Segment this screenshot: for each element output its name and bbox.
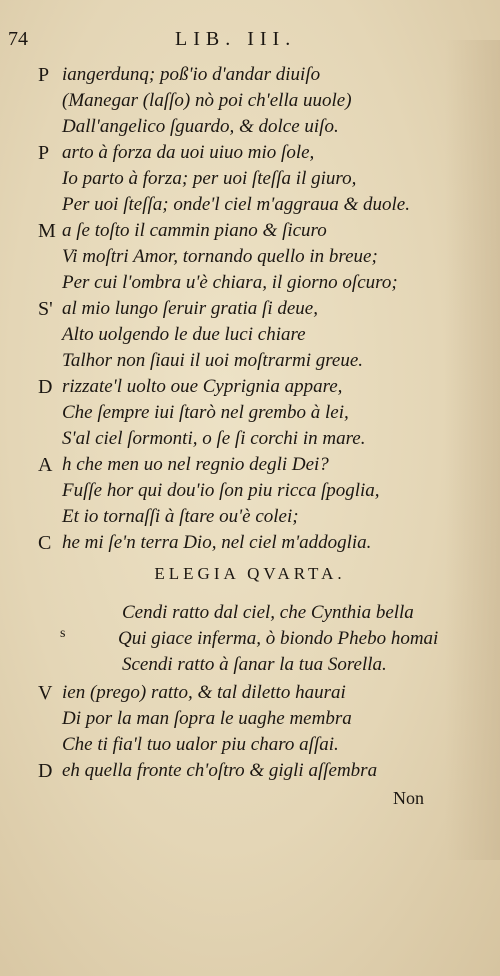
verse-initial: P	[38, 142, 50, 164]
verse-text: iangerdunq; poß'io d'andar diuiſo	[62, 64, 321, 85]
verse-initial: A	[38, 454, 53, 476]
running-head: LIB. III.	[175, 28, 297, 50]
bleed-through-shade	[445, 40, 500, 860]
verse-text: ien (prego) ratto, & tal diletto haurai	[62, 682, 346, 703]
verse-text: eh quella fronte ch'oſtro & gigli aſſembra	[62, 760, 378, 781]
verse-initial: D	[38, 760, 53, 782]
verse-text: arto à forza da uoi uiuo mio ſole,	[62, 142, 315, 163]
verse-initial: C	[38, 532, 52, 554]
verse-text: Per uoi ſteſſa; onde'l ciel m'aggraua & duole.	[62, 194, 410, 215]
verse-text: Cendi ratto dal ciel, che Cynthia bella	[122, 602, 414, 623]
verse-text: Per cui l'ombra u'è chiara, il giorno oſcuro;	[62, 272, 398, 293]
verse-text: Vi moſtri Amor, tornando quello in breue;	[62, 246, 378, 267]
verse-initial: V	[38, 682, 53, 704]
verse-text: Di por la man ſopra le uaghe membra	[62, 708, 352, 729]
verse-text: Scendi ratto à ſanar la tua Sorella.	[122, 654, 387, 675]
verse-text: h che men uo nel regnio degli Dei?	[62, 454, 329, 475]
verse-initial: S'	[38, 298, 53, 320]
verse-initial: M	[38, 220, 56, 242]
verse-text: Io parto à forza; per uoi ſteſſa il giuro,	[62, 168, 357, 189]
verse-text: Talhor non ſiaui il uoi moſtrarmi greue.	[62, 350, 364, 371]
verse-text: rizzate'l uolto oue Cyprignia appare,	[62, 376, 343, 397]
verse-initial: P	[38, 64, 50, 86]
page-header	[0, 28, 500, 58]
section-mark: s	[60, 626, 66, 641]
verse-text: Che ſempre iui ſtarò nel grembo à lei,	[62, 402, 349, 423]
section-title: ELEGIA QVARTA.	[154, 564, 346, 583]
verse-text: a ſe toſto il cammin piano & ſicuro	[62, 220, 327, 241]
verse-text: Che ti fia'l tuo ualor piu charo aſſai.	[62, 734, 339, 755]
verse-text: he mi ſe'n terra Dio, nel ciel m'addoglia.	[62, 532, 372, 553]
catchword: Non	[393, 788, 424, 808]
verse-text: Et io tornaſſi à ſtare ou'è colei;	[62, 506, 299, 527]
verse-text: Alto uolgendo le due luci chiare	[62, 324, 306, 345]
verse-text: S'al ciel ſormonti, o ſe ſi corchi in mare.	[62, 428, 366, 449]
verse-initial: D	[38, 376, 53, 398]
verse-text: Dall'angelico ſguardo, & dolce uiſo.	[62, 116, 339, 137]
verse-text: al mio lungo ſeruir gratia ſi deue,	[62, 298, 318, 319]
page-number: 74	[8, 28, 28, 50]
verse-text: Qui giace inferma, ò biondo Phebo homai	[118, 628, 439, 649]
verse-text: (Manegar (laſſo) nò poi ch'ella uuole)	[62, 90, 352, 111]
verse-text: Fuſſe hor qui dou'io ſon piu ricca ſpoglia,	[62, 480, 380, 501]
